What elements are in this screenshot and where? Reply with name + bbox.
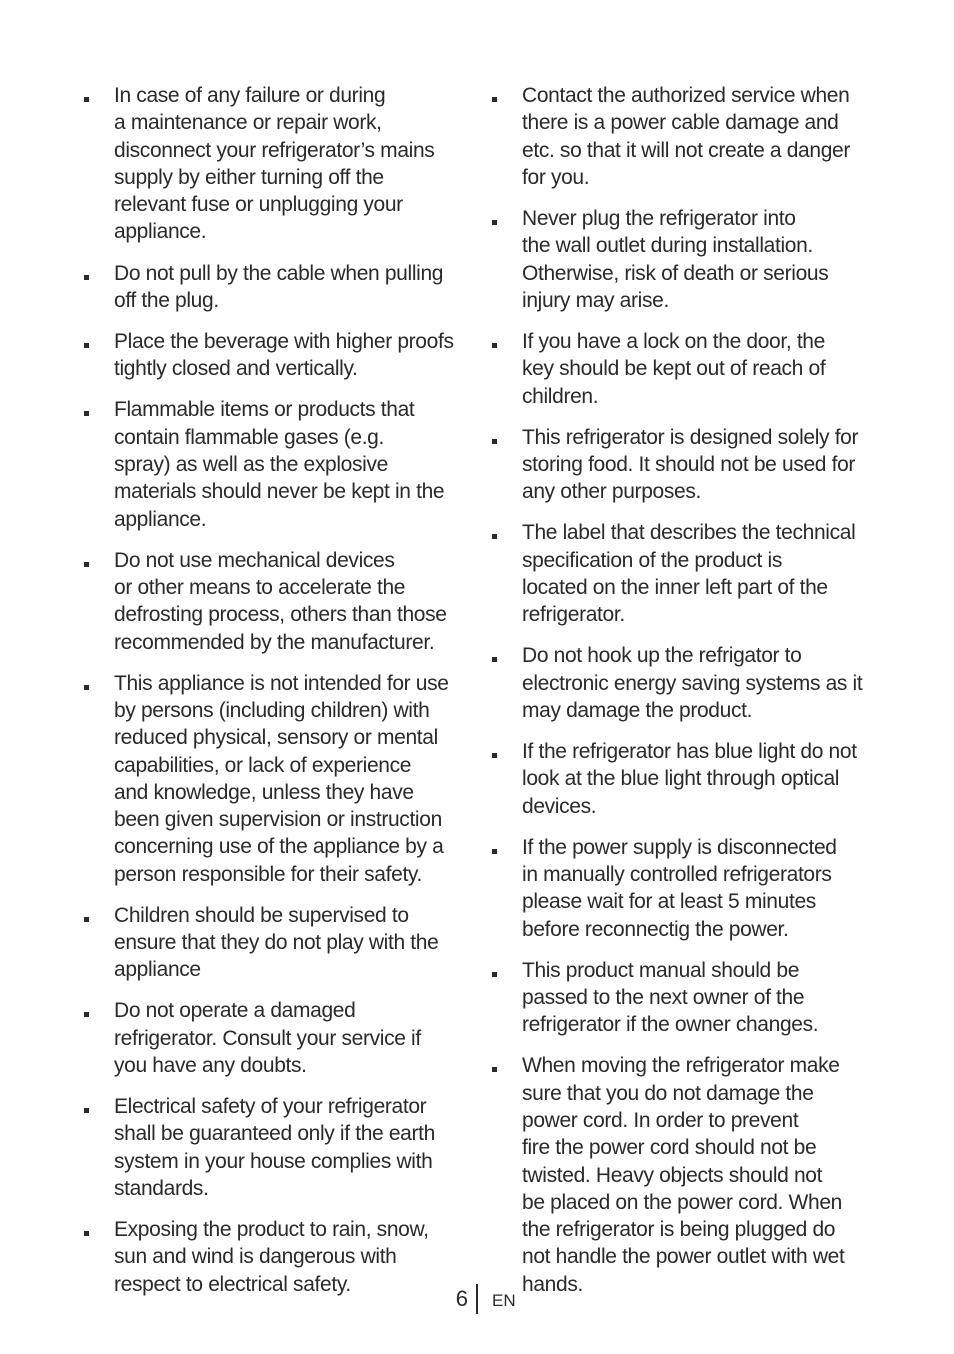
item-text: This refrigerator is designed solely for storing food. It should not be used for any other purposes.	[522, 425, 859, 504]
bullet-square-icon	[84, 685, 89, 690]
bullet-square-icon	[492, 343, 497, 348]
item-text: If the refrigerator has blue light do not look at the blue light through optical devices.	[522, 740, 857, 818]
bullet-square-icon	[492, 657, 497, 662]
item-text: Place the beverage with higher proofs tightly closed and vertically.	[114, 329, 454, 381]
list-item	[490, 834, 880, 943]
item-text: This appliance is not intended for use by persons (including children) with reduced physical, sensory or mental capabilities, or lack of experience and knowledge, unless they have been given supervision or instruction concerning use of the appliance by a person responsible for their safety.	[114, 671, 449, 886]
bullet-square-icon	[492, 97, 497, 102]
bullet-square-icon	[84, 343, 89, 348]
item-text: Do not pull by the cable when pulling off the plug.	[114, 261, 444, 312]
page-number: 6	[455, 1286, 468, 1311]
list-item	[82, 670, 472, 888]
bullet-square-icon	[492, 753, 497, 758]
bullet-square-icon	[492, 534, 497, 539]
item-text: Electrical safety of your refrigerator shall be guaranteed only if the earth system in your house complies with standards.	[114, 1095, 435, 1201]
item-text: Children should be supervised to ensure that they do not play with the appliance	[114, 903, 439, 982]
bullet-square-icon	[84, 1012, 89, 1017]
list-item	[82, 396, 472, 532]
item-text: Do not operate a damaged refrigerator. Consult your service if you have any doubts.	[114, 999, 421, 1078]
bullet-square-icon	[84, 97, 89, 102]
list-item	[82, 328, 472, 383]
bullet-square-icon	[492, 439, 497, 444]
bullet-square-icon	[492, 972, 497, 977]
list-item	[82, 1216, 472, 1298]
list-item	[490, 1052, 880, 1298]
item-text: In case of any failure or during a maintenance or repair work, disconnect your refrigerator’s mains supply by either turning off the relevant fuse or unplugging your appliance.	[114, 84, 435, 244]
item-text: If the power supply is disconnected in manually controlled refrigerators please wait for at least 5 minutes before reconnectig the power.	[522, 835, 837, 941]
bullet-square-icon	[492, 849, 497, 854]
list-item	[82, 1093, 472, 1202]
left-column	[82, 82, 472, 1312]
list-item	[490, 957, 880, 1039]
list-item	[490, 205, 880, 314]
list-item	[82, 82, 472, 246]
list-item	[490, 642, 880, 724]
bullet-square-icon	[84, 275, 89, 280]
page-footer	[450, 1284, 516, 1314]
list-item	[82, 260, 472, 315]
list-item	[490, 82, 880, 191]
item-text: This product manual should be passed to the next owner of the refrigerator if the owner changes.	[522, 958, 819, 1037]
item-text: Do not hook up the refrigator to electronic energy saving systems as it may damage the product.	[522, 644, 863, 722]
bullet-square-icon	[84, 411, 89, 416]
item-text: If you have a lock on the door, the key should be kept out of reach of children.	[522, 329, 826, 408]
language-code: EN	[492, 1290, 516, 1310]
list-item	[490, 738, 880, 820]
list-item	[490, 424, 880, 506]
bullet-square-icon	[84, 562, 89, 567]
item-text: Contact the authorized service when there is a power cable damage and etc. so that it will not create a danger for you.	[522, 84, 851, 189]
list-item	[82, 902, 472, 984]
item-text: When moving the refrigerator make sure that you do not damage the power cord. In order to prevent fire the power cord should not be twisted. Heavy objects should not be placed on the power cord. When the refrigerator is being plugged do not handle the power outlet with wet hands.	[522, 1054, 845, 1296]
footer-divider	[476, 1284, 478, 1314]
bullet-square-icon	[492, 1067, 497, 1072]
list-item	[490, 519, 880, 628]
list-item	[82, 547, 472, 656]
right-column	[490, 82, 880, 1312]
bullet-square-icon	[84, 1108, 89, 1113]
item-text: The label that describes the technical specification of the product is located on the inner left part of the refrigerator.	[522, 521, 856, 627]
item-text: Exposing the product to rain, snow, sun and wind is dangerous with respect to electrical safety.	[114, 1218, 429, 1296]
item-text: Do not use mechanical devices or other means to accelerate the defrosting process, others than those recommended by the manufacturer.	[114, 548, 447, 654]
list-item	[82, 997, 472, 1079]
item-text: Flammable items or products that contain flammable gases (e.g. spray) as well as the explosive materials should never be kept in the appliance.	[114, 398, 445, 531]
bullet-square-icon	[84, 1231, 89, 1236]
bullet-square-icon	[84, 917, 89, 922]
bullet-square-icon	[492, 220, 497, 225]
list-item	[490, 328, 880, 410]
item-text: Never plug the refrigerator into the wall outlet during installation. Otherwise, risk of death or serious injury may arise.	[522, 206, 829, 312]
